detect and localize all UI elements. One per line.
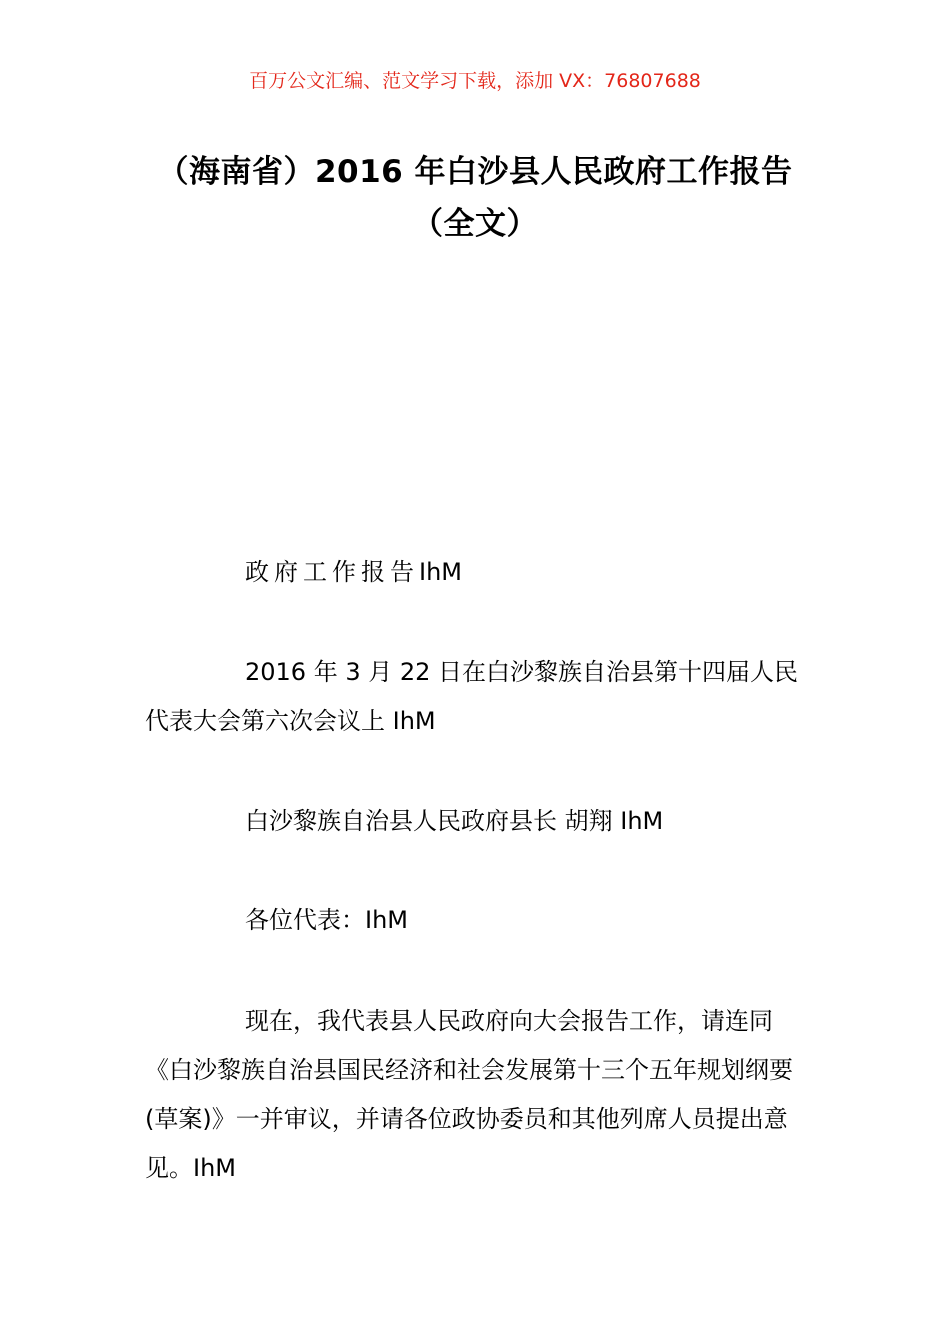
- paragraph-salutation: [145, 896, 807, 945]
- promo-header-note: 百万公文汇编、范文学习下载，添加 VX：76807688: [249, 70, 701, 92]
- meeting-date-text: 2016 年 3 月 22 日在白沙黎族自治县第十四届人民代表大会第六次会议上 IhM: [145, 658, 799, 735]
- report-heading-text: 政府工作报告: [245, 558, 419, 586]
- paragraph-speaker: [145, 797, 807, 846]
- document-title: （海南省）2016 年白沙县人民政府工作报告（全文）: [157, 154, 793, 242]
- report-heading-marker: IhM: [419, 558, 462, 586]
- paragraph-opening: [145, 997, 807, 1193]
- speaker-text: 白沙黎族自治县人民政府县长 胡翔 IhM: [245, 807, 664, 835]
- salutation-text: 各位代表：IhM: [245, 906, 408, 934]
- paragraph-meeting-date: [145, 648, 807, 746]
- opening-text: 现在，我代表县人民政府向大会报告工作，请连同《白沙黎族自治县国民经济和社会发展第十三个五年规划纲要(草案)》一并审议，并请各位政协委员和其他列席人员提出意见。IhM: [145, 1007, 793, 1182]
- paragraph-report-heading: [145, 548, 807, 597]
